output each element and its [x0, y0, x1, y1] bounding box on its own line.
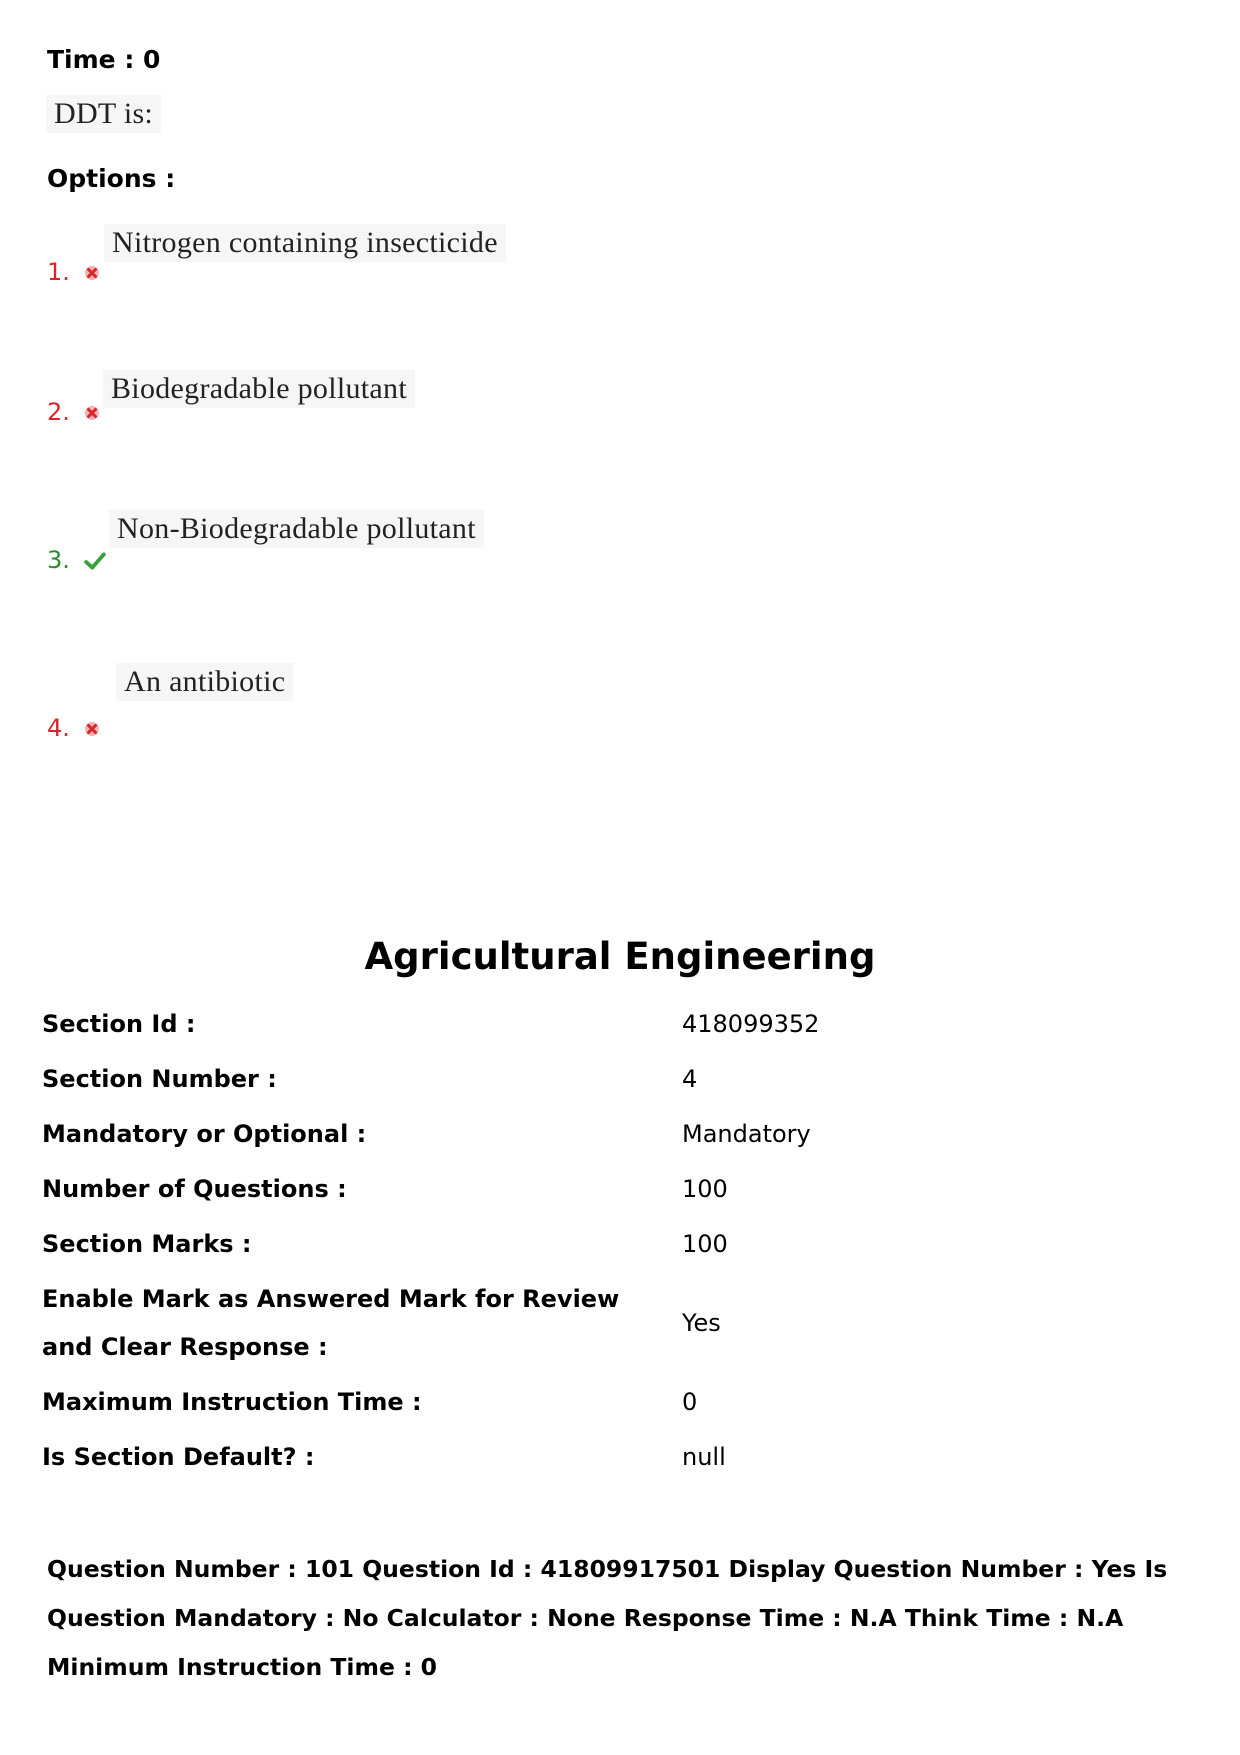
section-id-label: Section Id :: [42, 1010, 196, 1038]
check-icon: [84, 552, 106, 570]
option-1-marker: [47, 258, 100, 286]
cross-icon: [84, 721, 100, 737]
max-instruction-time-label: Maximum Instruction Time :: [42, 1388, 422, 1416]
section-default-value: null: [682, 1443, 726, 1471]
num-questions-value: 100: [682, 1175, 728, 1203]
option-3-text: Non-Biodegradable pollutant: [109, 510, 484, 548]
option-2-text: Biodegradable pollutant: [103, 370, 415, 408]
option-1-number: 1.: [47, 258, 70, 286]
time-label: Time : 0: [47, 45, 161, 74]
section-number-value: 4: [682, 1065, 698, 1093]
num-questions-label: Number of Questions :: [42, 1175, 347, 1203]
section-default-label: Is Section Default? :: [42, 1443, 315, 1471]
question-text: DDT is:: [46, 95, 161, 133]
mandatory-label: Mandatory or Optional :: [42, 1120, 367, 1148]
section-id-value: 418099352: [682, 1010, 820, 1038]
option-3-number: 3.: [47, 546, 70, 574]
options-label: Options :: [47, 164, 176, 193]
max-instruction-time-value: 0: [682, 1388, 698, 1416]
section-marks-value: 100: [682, 1230, 728, 1258]
option-3-marker: [47, 546, 106, 574]
question-metadata: Question Number : 101 Question Id : 41809917501 Display Question Number : Yes Is Question Mandatory : No Calculator : None Response Time : N.A Think Time : N.A Minimum Instruction Time : 0: [47, 1555, 1168, 1681]
enable-mark-label: Enable Mark as Answered Mark for Review and Clear Response :: [42, 1285, 620, 1361]
option-2-number: 2.: [47, 398, 70, 426]
option-2-marker: [47, 398, 100, 426]
section-marks-label: Section Marks :: [42, 1230, 252, 1258]
cross-icon: [84, 405, 100, 421]
option-1-text: Nitrogen containing insecticide: [104, 224, 506, 262]
section-number-label: Section Number :: [42, 1065, 277, 1093]
cross-icon: [84, 265, 100, 281]
option-4-marker: [47, 714, 100, 742]
section-title: Agricultural Engineering: [364, 935, 876, 978]
option-4-text: An antibiotic: [116, 663, 293, 701]
option-4-number: 4.: [47, 714, 70, 742]
mandatory-value: Mandatory: [682, 1120, 811, 1148]
enable-mark-value: Yes: [682, 1309, 721, 1337]
